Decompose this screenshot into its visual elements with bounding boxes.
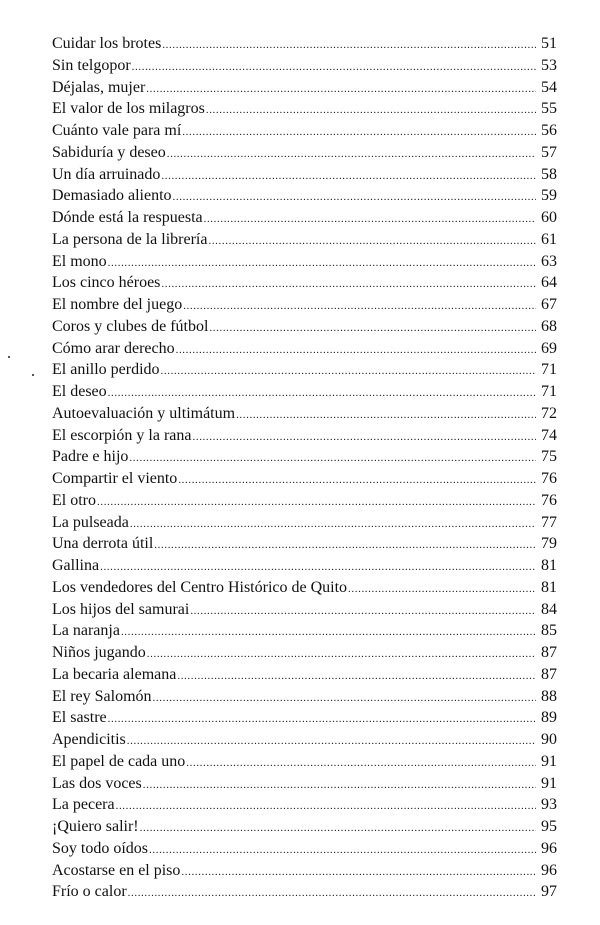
toc-entry-page-number: 55 — [541, 100, 557, 118]
toc-entry — [52, 55, 557, 77]
toc-dot-leader — [146, 79, 536, 101]
toc-entry-page-number: 76 — [541, 470, 557, 487]
toc-dot-leader — [149, 840, 536, 862]
toc-entry-title: Padre e hijo — [52, 448, 129, 466]
toc-entry — [52, 446, 557, 468]
toc-entry-page-number: 60 — [541, 209, 557, 226]
toc-dot-leader — [209, 318, 536, 340]
toc-entry — [52, 751, 557, 773]
toc-entry-title: El escorpión y la rana — [52, 426, 192, 444]
toc-entry-title: Déjalas, mujer — [52, 78, 146, 96]
toc-dot-leader — [181, 862, 536, 884]
toc-entry — [52, 773, 557, 795]
toc-entry-page-number: 87 — [541, 665, 557, 683]
toc-entry-title: El rey Salomón — [52, 687, 152, 705]
toc-entry-page-number: 96 — [541, 861, 557, 879]
toc-entry-page-number: 76 — [541, 491, 557, 509]
toc-entry-title: ¡Quiero salir! — [52, 818, 139, 835]
toc-dot-leader — [161, 166, 536, 188]
toc-entry-page-number: 91 — [541, 774, 557, 792]
toc-dot-leader — [108, 709, 536, 731]
toc-entry-title: El deseo — [52, 383, 107, 400]
toc-entry — [52, 251, 557, 273]
toc-entry-title: Cómo arar derecho — [52, 339, 175, 357]
toc-dot-leader — [97, 492, 536, 514]
toc-entry — [52, 620, 557, 642]
toc-dot-leader — [140, 818, 536, 840]
toc-entry — [52, 359, 557, 381]
toc-entry-page-number: 74 — [541, 426, 557, 444]
toc-dot-leader — [108, 253, 536, 275]
toc-entry — [52, 316, 557, 338]
toc-entry-title: El papel de cada uno — [52, 752, 186, 770]
toc-entry-page-number: 91 — [541, 752, 557, 770]
toc-entry-page-number: 81 — [541, 578, 557, 596]
toc-entry-title: La naranja — [52, 622, 120, 640]
toc-dot-leader — [162, 35, 536, 57]
toc-entry-title: La pecera — [52, 796, 115, 814]
toc-dot-leader — [236, 405, 536, 427]
toc-entry-page-number: 64 — [541, 274, 557, 292]
toc-entry — [52, 338, 557, 360]
toc-entry-page-number: 58 — [541, 165, 557, 183]
toc-entry-title: El valor de los milagros — [52, 100, 205, 118]
toc-entry — [52, 272, 557, 294]
toc-dot-leader — [121, 622, 536, 644]
toc-entry-page-number: 53 — [541, 56, 557, 74]
toc-dot-leader — [132, 57, 536, 79]
toc-entry — [52, 860, 557, 882]
toc-entry-page-number: 61 — [541, 230, 557, 248]
toc-entry — [52, 729, 557, 751]
toc-entry — [52, 794, 557, 816]
toc-dot-leader — [167, 144, 536, 166]
toc-entry — [52, 686, 557, 708]
toc-entry-page-number: 51 — [541, 35, 557, 52]
toc-entry-page-number: 79 — [541, 535, 557, 553]
toc-dot-leader — [116, 796, 536, 818]
toc-dot-leader — [108, 383, 536, 405]
toc-entry-title: Los cinco héroes — [52, 274, 161, 292]
toc-entry — [52, 555, 557, 577]
toc-dot-leader — [206, 100, 536, 122]
toc-entry — [52, 185, 557, 207]
toc-dot-leader — [130, 514, 536, 536]
toc-entry-page-number: 69 — [541, 339, 557, 357]
toc-dot-leader — [161, 361, 536, 383]
toc-entry-page-number: 54 — [541, 78, 557, 96]
toc-entry — [52, 98, 557, 120]
toc-entry — [52, 164, 557, 186]
toc-entry — [52, 425, 557, 447]
toc-entry-title: El otro — [52, 491, 96, 509]
toc-entry-title: Acostarse en el piso — [52, 861, 181, 879]
toc-entry — [52, 77, 557, 99]
toc-dot-leader — [193, 427, 537, 449]
toc-entry-title: La pulseada — [52, 513, 129, 531]
toc-entry-title: Soy todo oídos — [52, 839, 149, 857]
toc-entry-title: El sastre — [52, 709, 107, 727]
toc-dot-leader — [178, 470, 536, 492]
toc-dot-leader — [177, 666, 536, 688]
toc-entry-page-number: 57 — [541, 143, 557, 161]
toc-entry — [52, 881, 557, 903]
toc-entry — [52, 381, 557, 403]
toc-entry — [52, 642, 557, 664]
toc-dot-leader — [176, 340, 536, 362]
toc-entry-title: Sin telgopor — [52, 56, 131, 74]
toc-dot-leader — [348, 579, 536, 601]
toc-entry — [52, 577, 557, 599]
toc-entry-title: Sabiduría y deseo — [52, 143, 166, 161]
margin-mark-2 — [32, 374, 34, 376]
toc-entry-title: El nombre del juego — [52, 296, 183, 313]
toc-entry-page-number: 96 — [541, 839, 557, 857]
toc-dot-leader — [153, 688, 536, 710]
toc-entry-title: Los vendedores del Centro Histórico de Quito — [52, 578, 348, 596]
toc-entry-page-number: 68 — [541, 317, 557, 335]
toc-entry-title: Niños jugando — [52, 644, 146, 661]
toc-dot-leader — [147, 644, 536, 666]
toc-entry-title: Una derrota útil — [52, 535, 154, 553]
toc-entry-page-number: 71 — [541, 383, 557, 400]
toc-entry — [52, 403, 557, 425]
toc-entry — [52, 533, 557, 555]
toc-entry-page-number: 97 — [541, 883, 557, 901]
toc-entry — [52, 229, 557, 251]
toc-dot-leader — [143, 775, 536, 797]
toc-entry-title: La becaria alemana — [52, 665, 177, 683]
table-of-contents — [52, 33, 557, 903]
toc-dot-leader — [182, 122, 536, 144]
toc-dot-leader — [127, 731, 536, 753]
toc-entry — [52, 120, 557, 142]
toc-entry-page-number: 84 — [541, 600, 557, 618]
toc-entry — [52, 207, 557, 229]
toc-entry-title: Cuánto vale para mí — [52, 122, 182, 139]
toc-entry — [52, 512, 557, 534]
toc-entry-page-number: 89 — [541, 709, 557, 727]
toc-entry — [52, 33, 557, 55]
toc-entry-title: Dónde está la respuesta — [52, 209, 203, 226]
toc-entry — [52, 142, 557, 164]
toc-entry-page-number: 63 — [541, 252, 557, 270]
toc-entry-page-number: 75 — [541, 448, 557, 466]
toc-dot-leader — [190, 601, 536, 623]
toc-entry-title: Un día arruinado — [52, 165, 161, 183]
toc-entry — [52, 490, 557, 512]
toc-dot-leader — [129, 448, 536, 470]
toc-entry-title: Frío o calor — [52, 883, 127, 901]
margin-mark-1 — [8, 356, 10, 358]
toc-entry-page-number: 72 — [541, 404, 557, 422]
toc-entry-title: Las dos voces — [52, 774, 142, 792]
toc-entry-title: Autoevaluación y ultimátum — [52, 404, 236, 422]
toc-entry — [52, 599, 557, 621]
toc-entry-page-number: 67 — [541, 296, 557, 313]
toc-dot-leader — [186, 753, 536, 775]
toc-entry-title: Gallina — [52, 557, 100, 574]
toc-dot-leader — [173, 187, 536, 209]
toc-entry-title: El anillo perdido — [52, 361, 160, 379]
toc-entry-page-number: 88 — [541, 687, 557, 705]
toc-dot-leader — [100, 557, 536, 579]
toc-entry-page-number: 56 — [541, 122, 557, 139]
toc-entry-title: Los hijos del samurai — [52, 600, 190, 618]
toc-entry-title: Cuidar los brotes — [52, 35, 162, 52]
toc-dot-leader — [208, 231, 536, 253]
toc-entry — [52, 816, 557, 838]
toc-entry-page-number: 93 — [541, 796, 557, 814]
toc-entry — [52, 838, 557, 860]
toc-entry-title: Compartir el viento — [52, 470, 178, 487]
toc-entry — [52, 468, 557, 490]
toc-entry-page-number: 87 — [541, 644, 557, 661]
toc-entry-page-number: 95 — [541, 818, 557, 835]
toc-entry-page-number: 81 — [541, 557, 557, 574]
toc-entry — [52, 707, 557, 729]
toc-entry-title: Demasiado aliento — [52, 187, 172, 205]
toc-dot-leader — [128, 883, 536, 905]
toc-entry-title: El mono — [52, 252, 107, 270]
toc-entry — [52, 294, 557, 316]
toc-dot-leader — [154, 535, 536, 557]
toc-dot-leader — [183, 296, 536, 318]
toc-entry-page-number: 85 — [541, 622, 557, 640]
toc-entry-page-number: 77 — [541, 513, 557, 531]
toc-entry — [52, 664, 557, 686]
toc-entry-title: Apendicitis — [52, 731, 126, 748]
toc-entry-page-number: 90 — [541, 731, 557, 748]
toc-entry-title: La persona de la librería — [52, 230, 208, 248]
toc-dot-leader — [204, 209, 536, 231]
toc-entry-page-number: 59 — [541, 187, 557, 205]
toc-entry-page-number: 71 — [541, 361, 557, 379]
toc-dot-leader — [161, 274, 536, 296]
toc-entry-title: Coros y clubes de fútbol — [52, 317, 209, 335]
